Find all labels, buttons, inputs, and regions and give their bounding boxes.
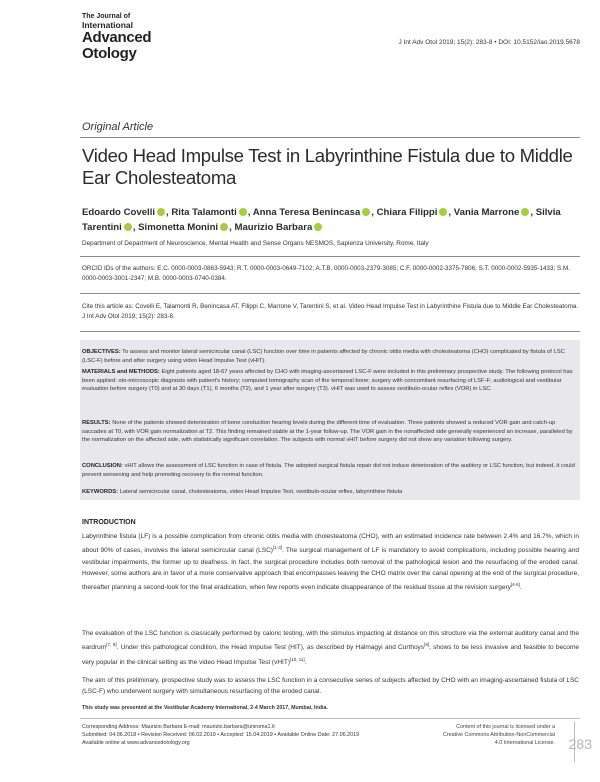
corresponding-address: Corresponding Address: Maurizio Barbara E-mail: maurizio.barbara@uniroma1.it — [82, 724, 275, 730]
abstract-objectives: OBJECTIVES: To assess and monitor lateral semicircular canal (LSC) function over time in patients affected by chronic otitis media with cholesteatoma (CHO) complicated by fistula of LSC (LSC-F) before and after surgery using video Head Impulse Test (vHIT). — [82, 349, 565, 364]
intro-paragraph-1: Labyrinthine fistula (LF) is a possible complication from chronic otitis media with cholesteatoma (CHO), with an estimated incidence rate between 2.4% and 16.7%, which in about 90% of cases, involves the lateral semicircular canal (LSC)[1-3]. The surgical management of LF is mandatory to avoid complications, including possible hearing and vestibular impairments, the former up to deafness. In fact, the surgical procedure includes both removal of the pathological lesion and the resurfacing of the eroded canal. However, some authors are in favor of a more conservative approach that encompasses leaving the CHO matrix over the canal opening at the end of the surgical procedure, thereafter planning a second-look for the final eradication, when few reports even indicate disappearance of the residual tissue at the revision surgery[4-6]. — [82, 533, 579, 592]
author: Vania Marrone — [453, 207, 520, 218]
logo-line-1: The Journal of — [82, 13, 131, 20]
available-online-link[interactable]: Available online at www.advancedotology.org — [82, 740, 190, 746]
orcid-icon[interactable] — [239, 208, 247, 216]
journal-logo — [82, 13, 152, 62]
article-title: Video Head Impulse Test in Labyrinthine Fistula due to Middle Ear Cholesteatoma — [82, 145, 573, 188]
section-label: Original Article — [82, 121, 154, 133]
reference[interactable]: [10, 11] — [289, 656, 305, 662]
intro-paragraph-2: The evaluation of the LSC function is classically performed by caloric testing, with the stimulus impacting at distance on this structure via the external auditory canal and the eardrum[7, 8]. Under this pathological condition, the Head Impulse Test (HIT), as described by Halmagyi and Curthoys[9], shows to be less invasive and feasible to become very popular in the clinical setting as the video Head Impulse Test (vHIT)[10, 11]. — [82, 630, 579, 666]
divider — [80, 256, 580, 257]
orcid-ids: ORCID IDs of the authors: E.C. 0000-0003-0863-5943; R.T. 0000-0003-0649-7102; A.T.B. 0000-0003-2379-3085; C.F. 0000-0002-3375-7806; S.T. 0000-0002-5935-1433; S.M. 0000-0003-3001-2347; M.B. 0000-0003-0740-0384. — [82, 265, 570, 282]
author: Rita Talamonti — [171, 207, 237, 218]
cite-as: Cite this article as: Covelli E, Talamonti R, Benincasa AT, Filippi C, Marrone V, Tarentini S, et al. Video Head Impulse Test in Labyrinthine Fistula due to Middle Ear Cholesteatoma. J Int Adv Otol 2019; 15(2): 283-8. — [82, 303, 579, 320]
article-dates: Submitted: 04.06.2018 • Revision Received: 06.02.2019 • Accepted: 15.04.2019 • Available Online Date: 27.06.2019 — [82, 732, 360, 738]
reference[interactable]: [9] — [424, 642, 430, 648]
affiliation: Department of Department of Neuroscience, Mental Health and Sense Organs NESMOS, Sapienza University, Rome, Italy — [82, 240, 429, 247]
reference[interactable]: [7, 8] — [106, 642, 117, 648]
author: Silvia Tarentini — [82, 207, 561, 233]
logo-line-3: Advanced — [82, 29, 152, 46]
divider — [80, 331, 580, 332]
introduction-heading: INTRODUCTION — [82, 519, 136, 526]
divider — [80, 293, 580, 294]
orcid-icon[interactable] — [220, 223, 228, 231]
footer-divider — [80, 718, 580, 719]
license-line: Content of this journal is licensed under a — [456, 724, 555, 730]
intro-paragraph-3: The aim of this preliminary, prospective study was to assess the LSC function in a consecutive series of subjects affected by CHO with an imaging-ascertained fistula of LSC (LSC-F) who underwent surgery with simultaneous resurfacing of the eroded canal. — [82, 677, 579, 696]
orcid-icon[interactable] — [362, 208, 370, 216]
author-list: Edoardo Covelli , Rita Talamonti , Anna Teresa Benincasa , Chiara Filippi , Vania Marrone , Silvia Tarentini , Simonetta Monini , Maurizio Barbara — [82, 207, 561, 233]
orcid-icon[interactable] — [157, 208, 165, 216]
orcid-icon[interactable] — [124, 223, 132, 231]
author: Chiara Filippi — [376, 207, 438, 218]
author: Maurizio Barbara — [234, 222, 313, 233]
orcid-icon[interactable] — [521, 208, 529, 216]
license-info — [443, 723, 555, 747]
reference[interactable]: [4-6] — [510, 581, 520, 587]
reference[interactable]: [1-3] — [272, 545, 282, 551]
license-line: 4.0 International License. — [494, 740, 555, 746]
orcid-icon[interactable] — [314, 223, 322, 231]
author: Simonetta Monini — [138, 222, 219, 233]
logo-line-4: Otology — [82, 45, 137, 62]
journal-citation: J Int Adv Otol 2019; 15(2): 283-8 • DOI: 10.5152/iao.2019.5678 — [398, 39, 580, 46]
orcid-icon[interactable] — [439, 208, 447, 216]
license-link[interactable]: Creative Commons Attribution-NonCommercial — [442, 732, 555, 738]
footer-info — [82, 723, 359, 747]
author: Edoardo Covelli — [82, 207, 156, 218]
abstract-results: RESULTS: None of the patients showed deterioration of bone conduction hearing levels during the different time of evaluation. Three patients showed a reduced VOR gain and catch-up saccades at T0, with VOR gain normalization at T2. This finding remained stable at the 1-year follow-up. The VOR gain in the nonaffected side generally experienced an increase, paralleled by the normalization on the affected side, with statistically significant correlation. The subjects with normal vHIT before surgery did not show any variation following surgery. — [82, 420, 573, 443]
logo-line-2: International — [82, 20, 134, 30]
presented-note: This study was presented at the Vestibular Academy International, 2-4 March 2017, Mumbai, India. — [82, 705, 328, 711]
author: Anna Teresa Benincasa — [252, 207, 361, 218]
abstract-keywords: KEYWORDS: Lateral semicircular canal, cholesteatoma, video Head Impulse Test, vestibulo-ocular reflex, labyrinthine fistula — [82, 489, 403, 495]
page-number: 283 — [568, 736, 592, 752]
abstract-conclusion: CONCLUSION: vHIT allows the assessment of LSC function in case of fistula. The adopted surgical fistula repair did not induce deterioration of the auditory or LSC function, but indeed, it could prevent worsening and help promoting recovery to the normal function. — [82, 463, 575, 478]
divider — [80, 137, 580, 138]
abstract-methods: MATERIALS and METHODS: Eight patients aged 18-67 years affected by CHO with imaging-ascertained LSC-F were included in this preliminary prospective study. The following protocol has been applied: oto-microscopic diagnosis with patient's history; computed tomography scan of the temporal bone; surgery with concomitant resurfacing of LSF-F; audiological and vestibular evaluation before surgery (T0) and at 30 days (T1), 6 months (T2), and 1 year after surgery (T3). vHIT was used to assess vestibulo-ocular reflex (VOR) in LSC. — [82, 369, 573, 392]
